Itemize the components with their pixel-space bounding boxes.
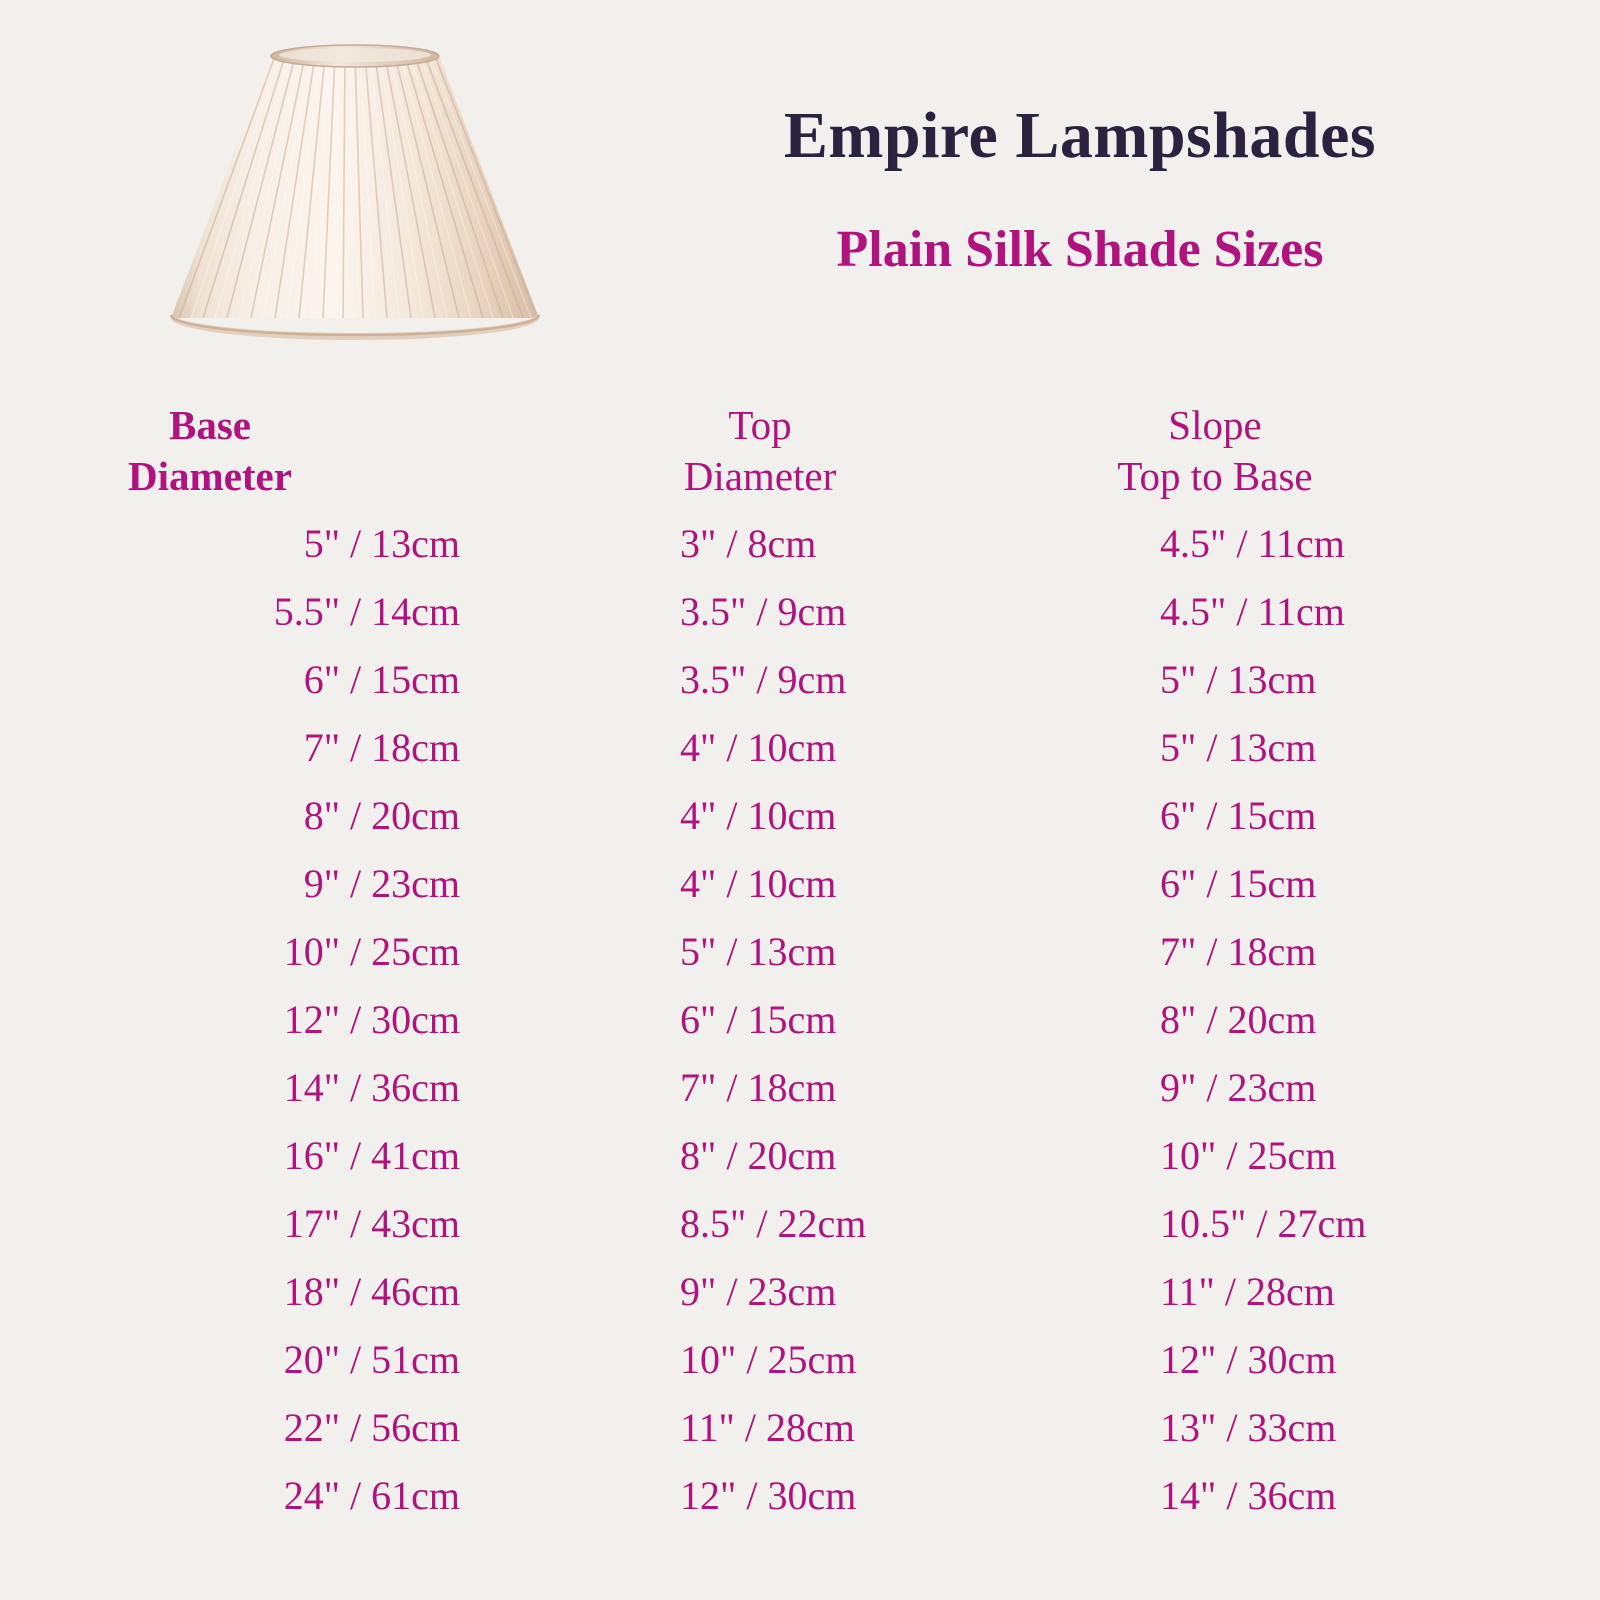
cell-base: 8" / 20cm	[303, 793, 460, 838]
cell-slope: 6" / 15cm	[1160, 793, 1317, 838]
cell-slope: 14" / 36cm	[1160, 1473, 1337, 1518]
cell-base: 18" / 46cm	[283, 1269, 460, 1314]
cell-base: 7" / 18cm	[303, 725, 460, 770]
column-header-base-diameter	[0, 400, 490, 503]
cell-base: 10" / 25cm	[283, 929, 460, 974]
title-block	[600, 100, 1560, 278]
cell-slope: 7" / 18cm	[1160, 929, 1317, 974]
cell-base: 22" / 56cm	[283, 1405, 460, 1450]
cell-slope: 4.5" / 11cm	[1160, 589, 1345, 634]
cell-top: 3" / 8cm	[680, 521, 817, 566]
cell-top: 6" / 15cm	[680, 997, 837, 1042]
table-row	[0, 986, 1600, 1054]
table-row	[0, 850, 1600, 918]
cell-top: 8" / 20cm	[680, 1133, 837, 1178]
cell-top: 4" / 10cm	[680, 861, 837, 906]
page-title: Empire Lampshades	[783, 99, 1377, 172]
cell-slope: 5" / 13cm	[1160, 657, 1317, 702]
table-row	[0, 510, 1600, 578]
column-header-slope-line1: Slope	[1168, 402, 1262, 448]
cell-slope: 12" / 30cm	[1160, 1337, 1337, 1382]
cell-top: 12" / 30cm	[680, 1473, 857, 1518]
empire-lampshade-illustration	[140, 30, 570, 350]
cell-base: 20" / 51cm	[283, 1337, 460, 1382]
cell-base: 12" / 30cm	[283, 997, 460, 1042]
size-table	[0, 400, 1600, 1530]
cell-base: 14" / 36cm	[283, 1065, 460, 1110]
cell-base: 5" / 13cm	[303, 521, 460, 566]
cell-base: 16" / 41cm	[283, 1133, 460, 1178]
cell-top: 4" / 10cm	[680, 725, 837, 770]
cell-top: 8.5" / 22cm	[680, 1201, 867, 1246]
column-header-slope-line2: Top to Base	[1117, 453, 1313, 500]
cell-base: 9" / 23cm	[303, 861, 460, 906]
cell-base: 24" / 61cm	[283, 1473, 460, 1518]
cell-top: 11" / 28cm	[680, 1405, 855, 1450]
page-subtitle: Plain Silk Shade Sizes	[836, 220, 1324, 278]
cell-slope: 11" / 28cm	[1160, 1269, 1335, 1314]
table-row	[0, 1326, 1600, 1394]
table-row	[0, 1190, 1600, 1258]
table-row	[0, 782, 1600, 850]
column-header-top-diameter-line2: Diameter	[683, 453, 837, 500]
cell-top: 7" / 18cm	[680, 1065, 837, 1110]
column-header-top-diameter	[490, 400, 980, 503]
table-row	[0, 646, 1600, 714]
cell-slope: 10.5" / 27cm	[1160, 1201, 1367, 1246]
column-header-base-diameter-line1: Base	[169, 402, 251, 448]
table-header-row	[0, 400, 1600, 510]
header	[0, 0, 1600, 380]
cell-top: 9" / 23cm	[680, 1269, 837, 1314]
table-row	[0, 1054, 1600, 1122]
cell-slope: 4.5" / 11cm	[1160, 521, 1345, 566]
cell-slope: 8" / 20cm	[1160, 997, 1317, 1042]
cell-top: 3.5" / 9cm	[680, 657, 847, 702]
cell-top: 5" / 13cm	[680, 929, 837, 974]
cell-slope: 5" / 13cm	[1160, 725, 1317, 770]
table-row	[0, 1462, 1600, 1530]
cell-slope: 6" / 15cm	[1160, 861, 1317, 906]
column-header-top-diameter-line1: Top	[728, 402, 792, 448]
table-row	[0, 1258, 1600, 1326]
lampshade-image	[140, 30, 570, 350]
table-row	[0, 578, 1600, 646]
cell-top: 3.5" / 9cm	[680, 589, 847, 634]
table-row	[0, 1122, 1600, 1190]
cell-base: 6" / 15cm	[303, 657, 460, 702]
table-row	[0, 714, 1600, 782]
column-header-slope	[980, 400, 1600, 503]
cell-base: 5.5" / 14cm	[273, 589, 460, 634]
cell-top: 10" / 25cm	[680, 1337, 857, 1382]
cell-top: 4" / 10cm	[680, 793, 837, 838]
cell-slope: 10" / 25cm	[1160, 1133, 1337, 1178]
cell-slope: 13" / 33cm	[1160, 1405, 1337, 1450]
table-row	[0, 918, 1600, 986]
cell-base: 17" / 43cm	[283, 1201, 460, 1246]
cell-slope: 9" / 23cm	[1160, 1065, 1317, 1110]
column-header-base-diameter-line2: Diameter	[128, 453, 292, 500]
table-row	[0, 1394, 1600, 1462]
